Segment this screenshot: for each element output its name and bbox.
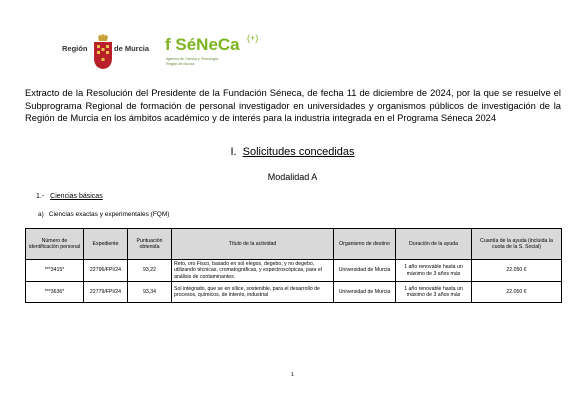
table-cell-amount: 22.050 €: [472, 260, 562, 282]
table-cell-id: ***3415*: [26, 260, 84, 282]
table-row: [26, 260, 562, 282]
seneca-subtitle-line-2: Región de Murcia: [166, 62, 195, 66]
table-cell-duration: 1 año renovable hasta un máximo de 3 años más: [396, 282, 472, 303]
section-title: [0, 146, 585, 158]
category-title: Ciencias básicas: [50, 193, 103, 200]
category-number: 1.-: [36, 193, 45, 200]
column-header: Duración de la ayuda: [396, 229, 472, 260]
table-header-row: [26, 229, 562, 260]
region-murcia-logo-right: de Murcia: [114, 44, 150, 53]
column-header: Número de identificación personal: [26, 229, 84, 260]
table-cell-expediente: 22779/FPI/24: [84, 282, 128, 303]
seneca-subtitle: [166, 57, 236, 67]
table-cell-id: ***3636*: [26, 282, 84, 303]
region-murcia-logo: [62, 32, 154, 70]
table-row: [26, 282, 562, 303]
column-header: Expediente: [84, 229, 128, 260]
seneca-subtitle-line-1: Agencia de Ciencia y Tecnología: [166, 57, 219, 61]
column-header: Título de la actividad: [172, 229, 334, 260]
subcategory-title: Ciencias exactas y experimentales (FQM): [48, 211, 170, 218]
section-number: I.: [230, 146, 237, 158]
grants-table: [25, 228, 562, 303]
table-cell-expediente: 22796/FPI/24: [84, 260, 128, 282]
modalidad-heading: Modalidad A: [267, 172, 318, 182]
seneca-plus: (+): [247, 33, 259, 43]
table-cell-score: 93,22: [128, 260, 172, 282]
category-heading: [36, 193, 103, 200]
section-heading: Solicitudes concedidas: [242, 146, 355, 158]
fundacion-seneca-logo: [165, 35, 275, 75]
table-cell-duration: 1 año renovable hasta un máximo de 3 años más: [396, 260, 472, 282]
table-cell-title: Sol integrado, que se en sílice, sostenible, para el desarrollo de procesos, químicos, de interés, industrial: [172, 282, 334, 303]
column-header: Organismo de destino: [334, 229, 396, 260]
table-cell-score: 93,34: [128, 282, 172, 303]
column-header: Cuantía de la ayuda (incluida la cuota de la S. Social): [472, 229, 562, 260]
subcategory-heading: [38, 211, 169, 218]
table-cell-title: Reto, oro Fisco, basado en sol elegos, degebo, y no degebo, utilizando técnicas, cromatográficas, y espectroscópicas, para el análisis de contaminantes.: [172, 260, 334, 282]
subcategory-number: a): [38, 211, 44, 218]
table-cell-organism: Universidad de Murcia: [334, 282, 396, 303]
table-cell-organism: Universidad de Murcia: [334, 260, 396, 282]
table-cell-amount: 22.050 €: [472, 282, 562, 303]
page-number: 1: [290, 372, 295, 378]
murcia-coat-of-arms-icon: [92, 34, 114, 70]
column-header: Puntuación obtenida: [128, 229, 172, 260]
seneca-brand: f SéNeCa: [165, 35, 240, 54]
region-murcia-logo-left: Región: [62, 44, 88, 53]
resolution-title: Extracto de la Resolución del Presidente de la Fundación Séneca, de fecha 11 de diciembre de 2024, por la que se resuelve el Subprograma Regional de formación de personal investigador en universidades y organismos públicos de investigación de la Región de Murcia en los ámbitos académico y de interés para la industria integrada en el Programa Séneca 2024: [25, 87, 561, 124]
